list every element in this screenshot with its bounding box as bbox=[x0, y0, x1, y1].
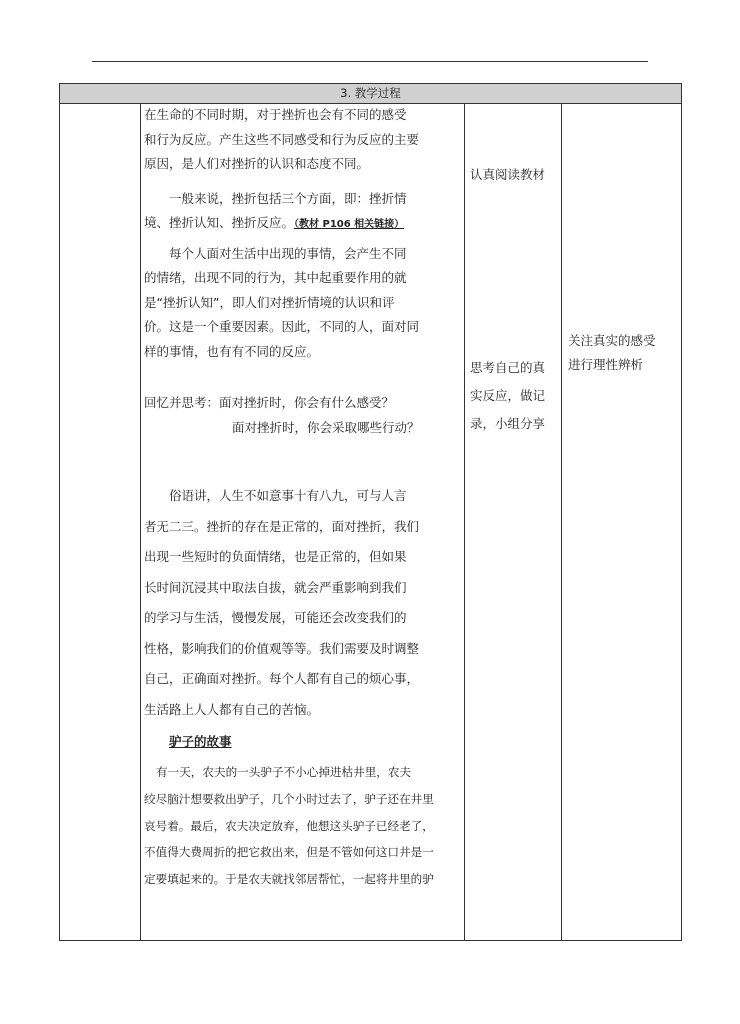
text-line: 价。这是一个重要因素。因此，不同的人，面对同 bbox=[144, 319, 420, 334]
text-line: 思考自己的真 bbox=[470, 360, 546, 375]
story-line: 定要填起来的。于是农夫就找邻居帮忙，一起将井里的驴 bbox=[144, 872, 434, 887]
paragraph bbox=[144, 242, 462, 365]
text-line: 关注真实的感受 bbox=[568, 333, 656, 348]
column-divider bbox=[561, 104, 562, 940]
text-line: 一般来说，挫折包括三个方面，即：挫折情 bbox=[169, 190, 407, 206]
story-line: 绞尽脑汁想要救出驴子，几个小时过去了，驴子还在井里 bbox=[144, 791, 434, 806]
story-line: 哀号着。最后，农夫决定放弃，他想这头驴子已经老了， bbox=[144, 818, 434, 833]
text-line: 生活路上人人都有自己的苦恼。 bbox=[144, 701, 320, 717]
text-line: 的情绪，出现不同的行为，其中起重要作用的就 bbox=[144, 270, 407, 285]
student-activity-reflect bbox=[470, 354, 554, 438]
text-line: 是“挫折认知”，即人们对挫折情境的认识和评 bbox=[144, 294, 395, 310]
column-divider bbox=[140, 104, 141, 940]
story-paragraph bbox=[144, 759, 462, 893]
question-line: 面对挫折时，你会采取哪些行动？ bbox=[232, 419, 420, 435]
text-line: 样的事情，也有有不同的反应。 bbox=[144, 343, 320, 359]
text-line: 者无二三。挫折的存在是正常的，面对挫折，我们 bbox=[144, 518, 420, 534]
teacher-content-column bbox=[144, 104, 462, 893]
text-line: 进行理性辨析 bbox=[568, 357, 644, 372]
question-line: 回忆并思考：面对挫折时，你会有什么感受？ bbox=[144, 395, 395, 410]
paragraph bbox=[144, 481, 462, 725]
story-line: 不值得大费周折的把它救出来，但是不管如何这口井是一 bbox=[144, 845, 434, 860]
text-line: 原因，是人们对挫折的认识和态度不同。 bbox=[144, 156, 370, 171]
text-line: 的学习与生活，慢慢发展，可能还会改变我们的 bbox=[144, 610, 407, 625]
header-rule bbox=[92, 61, 648, 62]
student-activity-read: 认真阅读教材 bbox=[470, 167, 546, 182]
text-line bbox=[144, 211, 462, 238]
section-header: 3. 教学过程 bbox=[60, 84, 681, 104]
text-line: 和行为反应。产生这些不同感受和行为反应的主要 bbox=[144, 131, 420, 147]
textbook-link: （教材 P106 相关链接） bbox=[294, 219, 405, 230]
text-line: 性格，影响我们的价值观等等。我们需要及时调整 bbox=[144, 640, 420, 656]
text-line: 长时间沉浸其中取法自拔，就会严重影响到我们 bbox=[144, 579, 407, 595]
paragraph bbox=[144, 103, 462, 177]
lesson-process-table bbox=[59, 83, 682, 941]
text-line: 实反应，做记 bbox=[470, 388, 546, 403]
column-divider bbox=[464, 104, 465, 940]
story-line: 有一天，农夫的一头驴子不小心掉进枯井里，农夫 bbox=[156, 765, 412, 779]
question-block bbox=[144, 391, 462, 440]
story-title: 驴子的故事 bbox=[169, 734, 232, 749]
text-line: 每个人面对生活中出现的事情，会产生不同 bbox=[169, 245, 407, 261]
text-span: 境、挫折认知、挫折反应。 bbox=[144, 215, 295, 230]
text-line: 自己，正确面对挫折。每个人都有自己的烦心事， bbox=[144, 671, 420, 686]
text-line: 录，小组分享 bbox=[470, 416, 546, 431]
text-line: 俗语讲，人生不如意事十有八九，可与人言 bbox=[169, 488, 407, 503]
paragraph bbox=[144, 187, 462, 238]
text-line: 出现一些短时的负面情绪，也是正常的，但如果 bbox=[144, 549, 407, 564]
text-line: 在生命的不同时期，对于挫折也会有不同的感受 bbox=[144, 107, 407, 122]
design-intent bbox=[568, 329, 673, 377]
